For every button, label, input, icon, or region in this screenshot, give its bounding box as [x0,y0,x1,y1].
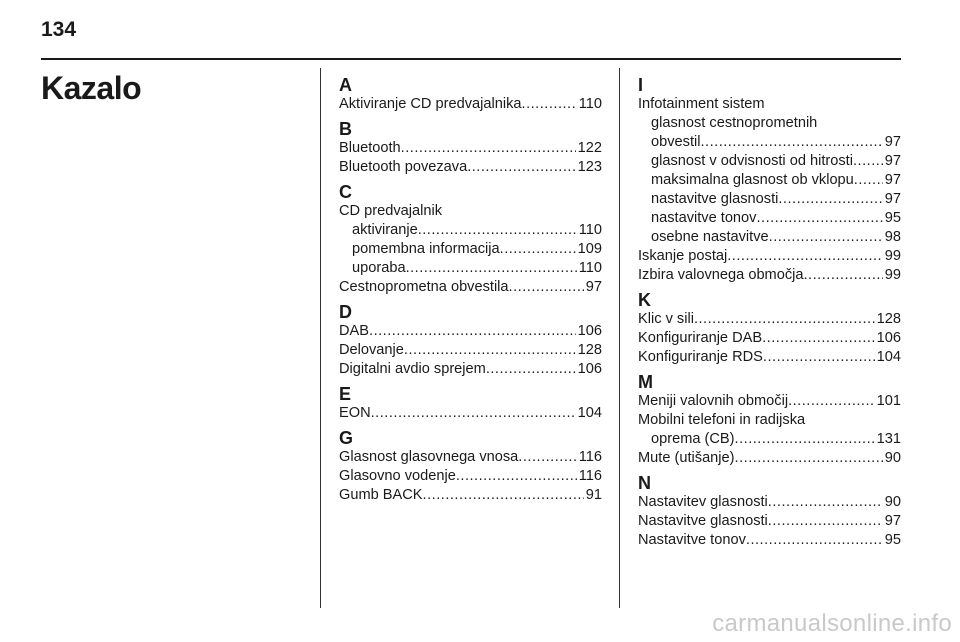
watermark: carmanualsonline.info [712,610,952,637]
entry-term: oprema (CB) [651,431,735,447]
entry-term: Digitalni avdio sprejem [339,361,486,377]
index-entry[interactable] [339,360,602,379]
entry-term: Gumb BACK [339,487,423,503]
index-entry[interactable] [638,247,901,266]
index-entry[interactable] [638,209,901,228]
leader-dots [404,341,576,360]
index-entry[interactable] [638,449,901,468]
section-letter: C [339,182,352,202]
header-rule [41,58,901,60]
entry-page-number: 97 [884,134,901,150]
section-letter: I [638,75,644,95]
leader-dots [727,247,883,266]
index-entry[interactable] [339,259,602,278]
section-letter: K [638,290,651,310]
entry-page-number: 97 [884,191,901,207]
index-entry[interactable] [638,392,901,411]
index-entry[interactable] [339,139,602,158]
leader-dots [371,404,576,423]
leader-dots [735,430,875,449]
index-section [638,75,901,285]
page-number: 134 [41,18,77,41]
section-letter: D [339,302,352,322]
entry-term: DAB [339,323,370,339]
page-title: Kazalo [41,70,142,106]
entry-page-number: 90 [884,450,901,466]
leader-dots [804,266,883,285]
entry-page-number: 110 [578,222,602,238]
entry-term: aktiviranje [352,222,418,238]
entry-page-number: 116 [578,449,602,465]
index-entry[interactable] [638,512,901,531]
leader-dots [746,531,883,550]
index-entry[interactable] [339,322,602,341]
index-entry-heading: Infotainment sistem [638,96,765,112]
leader-dots [769,228,883,247]
leader-dots [486,360,576,379]
leader-dots [467,158,575,177]
index-entry[interactable] [638,266,901,285]
entry-page-number: 122 [577,140,602,156]
entry-term: uporaba [352,260,406,276]
entry-page-number: 131 [876,431,901,447]
leader-dots [418,221,577,240]
entry-page-number: 104 [876,349,901,365]
leader-dots [853,152,883,171]
index-entry-heading: glasnost cestnoprometnih [651,115,818,131]
index-section [638,473,901,550]
entry-term: Konfiguriranje DAB [638,330,763,346]
index-entry[interactable] [638,348,901,367]
index-entry[interactable] [339,467,602,486]
entry-page-number: 110 [578,96,602,112]
index-section [339,384,602,423]
leader-dots [694,310,875,329]
entry-page-number: 128 [577,342,602,358]
section-letter: A [339,75,352,95]
entry-page-number: 97 [884,513,901,529]
entry-term: osebne nastavitve [651,229,769,245]
entry-term: nastavitve glasnosti [651,191,779,207]
entry-page-number: 90 [884,494,901,510]
section-letter: B [339,119,352,139]
entry-page-number: 97 [884,172,901,188]
index-entry[interactable] [339,341,602,360]
column-divider-left [320,68,321,608]
leader-dots [500,240,576,259]
entry-page-number: 123 [577,159,602,175]
entry-term: obvestil [651,134,701,150]
index-entry[interactable] [638,493,901,512]
entry-term: Cestnoprometna obvestila [339,279,509,295]
entry-term: Nastavitve glasnosti [638,513,768,529]
entry-term: EON [339,405,371,421]
leader-dots [762,329,875,348]
leader-dots [788,392,875,411]
entry-page-number: 99 [884,267,901,283]
index-entry[interactable] [638,228,901,247]
leader-dots [763,348,875,367]
index-entry[interactable] [339,448,602,467]
index-section [339,428,602,505]
entry-term: Konfiguriranje RDS [638,349,763,365]
entry-page-number: 116 [578,468,602,484]
entry-term: Bluetooth povezava [339,159,468,175]
index-section [339,75,602,114]
leader-dots [700,133,882,152]
index-entry[interactable] [339,240,602,259]
entry-term: Glasovno vodenje [339,468,456,484]
leader-dots [369,322,576,341]
entry-term: pomembna informacija [352,241,500,257]
section-letter: N [638,473,651,493]
entry-term: maksimalna glasnost ob vklopu [651,172,854,188]
leader-dots [735,449,883,468]
entry-term: Klic v sili [638,311,694,327]
index-entry[interactable] [638,190,901,209]
section-letter: G [339,428,354,448]
index-entry-heading: CD predvajalnik [339,203,443,219]
column-divider-right [619,68,620,608]
leader-dots [522,95,577,114]
index-column-1 [339,75,602,510]
index-entry[interactable] [339,158,602,177]
leader-dots [509,278,584,297]
entry-page-number: 106 [876,330,901,346]
index-entry[interactable] [339,95,602,114]
index-entry[interactable] [638,152,901,171]
leader-dots [518,448,576,467]
entry-page-number: 110 [578,260,602,276]
entry-term: Izbira valovnega območja [638,267,804,283]
entry-page-number: 95 [884,210,901,226]
index-entry-heading: Mobilni telefoni in radijska [638,412,806,428]
entry-term: Bluetooth [339,140,401,156]
index-entry[interactable] [339,486,602,505]
index-entry[interactable] [638,329,901,348]
entry-page-number: 106 [577,323,602,339]
index-entry[interactable] [339,278,602,297]
entry-page-number: 104 [577,405,602,421]
index-entry[interactable] [339,404,602,423]
entry-page-number: 97 [585,279,602,295]
index-section [638,372,901,468]
entry-page-number: 128 [876,311,901,327]
entry-page-number: 99 [884,248,901,264]
index-section [339,182,602,297]
entry-term: Meniji valovnih območij [638,393,789,409]
index-entry[interactable] [638,171,901,190]
entry-page-number: 97 [884,153,901,169]
entry-term: Delovanje [339,342,404,358]
index-section [339,302,602,379]
leader-dots [423,486,584,505]
entry-page-number: 91 [585,487,602,503]
entry-page-number: 106 [577,361,602,377]
entry-page-number: 98 [884,229,901,245]
leader-dots [401,139,576,158]
index-section [638,290,901,367]
leader-dots [768,512,883,531]
index-entry[interactable] [638,531,901,550]
entry-page-number: 101 [876,393,901,409]
index-column-2 [638,75,901,555]
index-entry[interactable] [638,430,901,449]
entry-term: Glasnost glasovnega vnosa [339,449,519,465]
leader-dots [756,209,882,228]
entry-term: Mute (utišanje) [638,450,735,466]
leader-dots [778,190,882,209]
index-entry[interactable] [638,310,901,329]
index-entry[interactable] [638,133,901,152]
leader-dots [456,467,577,486]
entry-term: Aktiviranje CD predvajalnika [339,96,522,112]
section-letter: M [638,372,653,392]
leader-dots [406,259,577,278]
entry-term: Iskanje postaj [638,248,728,264]
leader-dots [768,493,883,512]
index-section [339,119,602,177]
entry-term: Nastavitve tonov [638,532,746,548]
entry-page-number: 109 [577,241,602,257]
entry-term: glasnost v odvisnosti od hitrosti [651,153,853,169]
index-entry[interactable] [339,221,602,240]
entry-page-number: 95 [884,532,901,548]
entry-term: Nastavitev glasnosti [638,494,768,510]
entry-term: nastavitve tonov [651,210,757,226]
leader-dots [854,171,883,190]
section-letter: E [339,384,352,404]
